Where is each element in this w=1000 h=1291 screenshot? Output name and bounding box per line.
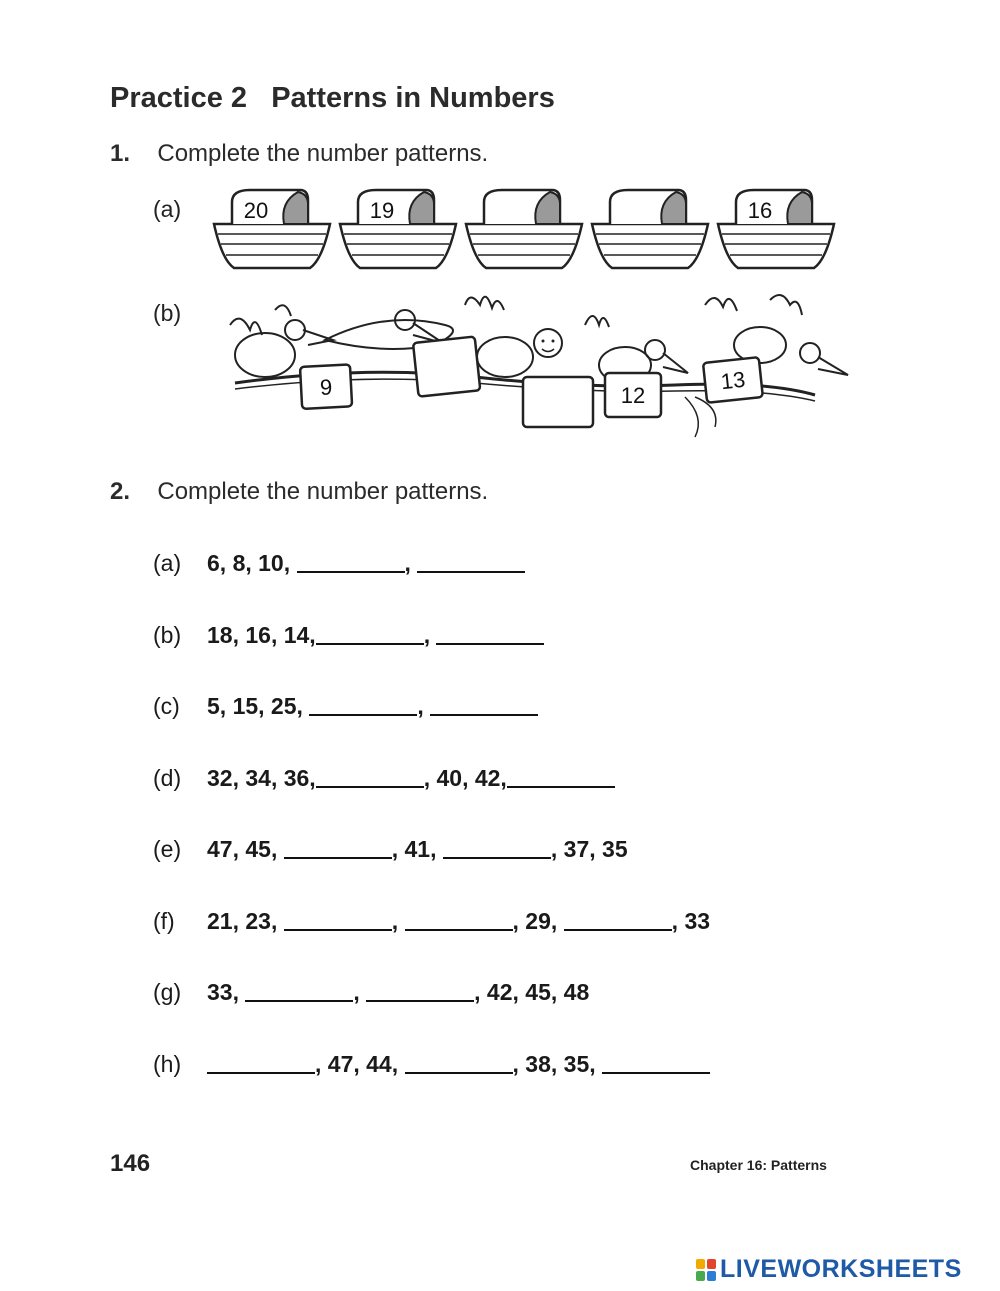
- question-1: [110, 140, 488, 168]
- answer-blank[interactable]: [207, 1071, 315, 1074]
- sign-number: 12: [620, 383, 646, 408]
- logo-tile: [707, 1271, 716, 1281]
- pattern-row-label: (g): [153, 979, 182, 1005]
- pattern-row: [153, 979, 589, 1006]
- pattern-row: [153, 550, 525, 577]
- pattern-row-label: (a): [153, 550, 182, 576]
- answer-blank[interactable]: [443, 856, 551, 859]
- answer-blank[interactable]: [366, 999, 474, 1002]
- pattern-row-label: (d): [153, 764, 182, 791]
- chapter-label: Chapter 16: Patterns: [690, 1157, 827, 1173]
- pattern-text: , 37, 35: [550, 836, 628, 862]
- page-title: Practice 2 Patterns in Numbers: [110, 82, 555, 114]
- sign-number: 13: [719, 366, 747, 395]
- question-1-prompt: Complete the number patterns.: [157, 140, 489, 167]
- answer-blank[interactable]: [405, 1071, 513, 1074]
- answer-blank[interactable]: [284, 928, 392, 931]
- pattern-text: , 42, 45, 48: [474, 979, 590, 1005]
- answer-blank[interactable]: [316, 642, 424, 645]
- pattern-text: 32, 34, 36,: [207, 764, 316, 791]
- answer-blank[interactable]: [430, 713, 538, 716]
- number-sign: [523, 377, 593, 427]
- boat-item: [466, 190, 582, 268]
- pattern-text: ,: [404, 550, 418, 576]
- pattern-text: ,: [423, 621, 437, 648]
- child-icon: [534, 316, 609, 357]
- pattern-text: ,: [353, 979, 367, 1005]
- question-2-prompt: Complete the number patterns.: [157, 478, 489, 505]
- logo-tile: [696, 1259, 705, 1269]
- boat-item: [214, 190, 330, 268]
- answer-blank[interactable]: [417, 570, 525, 573]
- birds-illustration: [215, 285, 855, 440]
- q1-part-a-label: (a): [153, 196, 182, 222]
- logo-tile: [696, 1271, 705, 1281]
- pattern-row-label: (b): [153, 621, 182, 648]
- pattern-text: , 33: [671, 907, 711, 934]
- pattern-text: , 41,: [391, 836, 443, 862]
- question-1-number: 1.: [110, 140, 131, 167]
- answer-blank[interactable]: [405, 928, 513, 931]
- sign-number: 9: [319, 374, 333, 400]
- number-sign: [605, 373, 661, 417]
- boat-number: 19: [369, 198, 395, 223]
- answer-blank[interactable]: [436, 642, 544, 645]
- pattern-text: , 47, 44,: [315, 1050, 405, 1077]
- pattern-row: [153, 693, 538, 720]
- pattern-row: [153, 836, 628, 863]
- logo-tile: [707, 1259, 716, 1269]
- boats-illustration: [210, 180, 850, 280]
- pattern-text: 6, 8, 10,: [207, 550, 297, 576]
- number-sign: [413, 337, 480, 397]
- pattern-text: ,: [417, 693, 431, 719]
- answer-blank[interactable]: [602, 1071, 710, 1074]
- boat-item: [340, 190, 456, 268]
- pattern-text: 18, 16, 14,: [207, 621, 316, 648]
- pattern-row: [153, 1051, 710, 1078]
- pattern-row: [153, 908, 710, 935]
- answer-blank[interactable]: [564, 928, 672, 931]
- brand-logo: [696, 1255, 962, 1284]
- pattern-text: ,: [391, 907, 405, 934]
- number-sign: [703, 357, 763, 403]
- pattern-row-label: (h): [153, 1050, 182, 1077]
- pattern-text: , 29,: [512, 907, 564, 934]
- pattern-row: [153, 765, 615, 792]
- pattern-text: 47, 45,: [207, 836, 284, 862]
- boat-number: 16: [747, 198, 773, 223]
- q1-part-b-label: (b): [153, 300, 182, 326]
- brand-name: LIVEWORKSHEETS: [720, 1255, 962, 1283]
- pattern-text: 33,: [207, 979, 246, 1005]
- question-2-number: 2.: [110, 478, 131, 505]
- answer-blank[interactable]: [316, 785, 424, 788]
- boat-item: [718, 190, 834, 268]
- answer-blank[interactable]: [309, 713, 417, 716]
- answer-blank[interactable]: [507, 785, 615, 788]
- pattern-row-label: (f): [153, 907, 175, 934]
- liveworksheets-icon: [696, 1259, 716, 1281]
- boat-number: 20: [243, 198, 269, 223]
- pattern-row-label: (e): [153, 836, 182, 862]
- pattern-row-label: (c): [153, 693, 180, 719]
- answer-blank[interactable]: [245, 999, 353, 1002]
- number-sign: [300, 364, 352, 409]
- answer-blank[interactable]: [297, 570, 405, 573]
- pattern-text: , 40, 42,: [423, 764, 507, 791]
- pattern-text: 21, 23,: [207, 907, 284, 934]
- answer-blank[interactable]: [284, 856, 392, 859]
- pattern-row: [153, 622, 544, 649]
- boat-item: [592, 190, 708, 268]
- question-2: [110, 478, 488, 506]
- pattern-text: 5, 15, 25,: [207, 693, 310, 719]
- pattern-text: , 38, 35,: [512, 1050, 603, 1077]
- page-number: 146: [110, 1150, 151, 1177]
